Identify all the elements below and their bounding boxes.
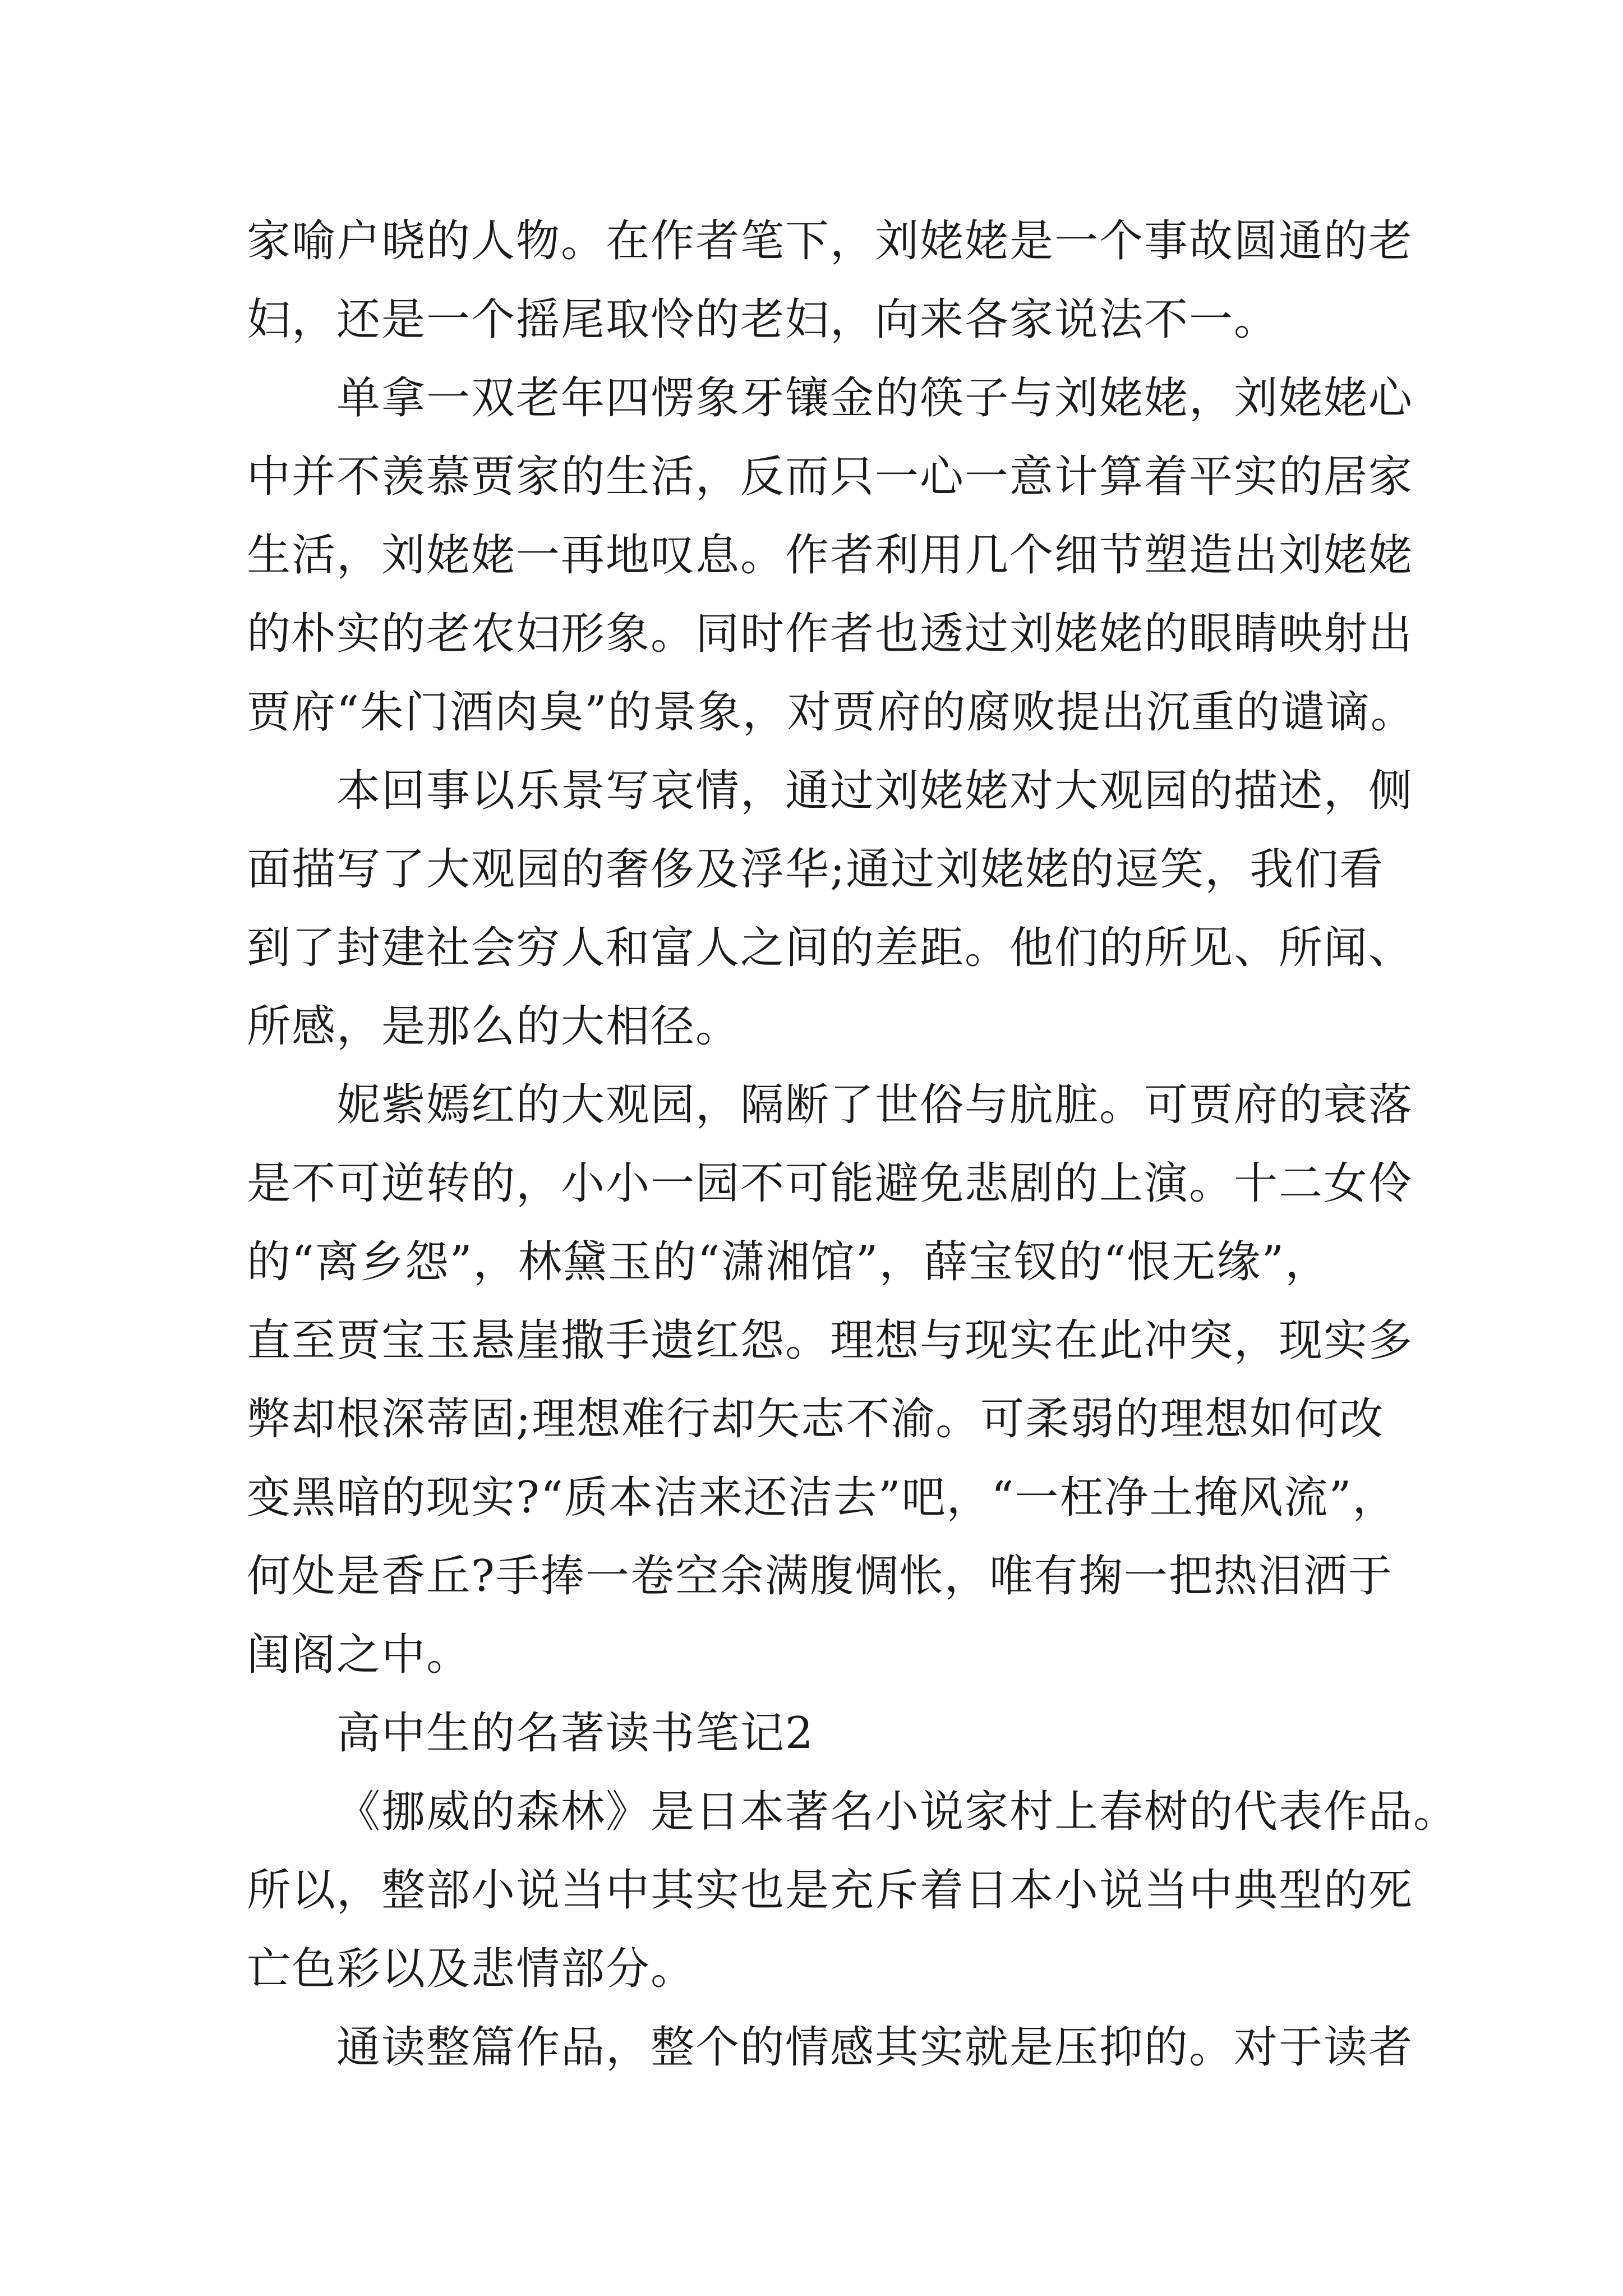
text-line: 贾府“朱门酒肉臭”的景象，对贾府的腐败提出沉重的谴谪。 (247, 687, 1415, 738)
text-line: 妇，还是一个摇尾取怜的老妇，向来各家说法不一。 (247, 295, 1279, 345)
section-heading: 高中生的名著读书笔记2 (336, 1708, 814, 1759)
text-line: 闺阁之中。 (247, 1630, 472, 1680)
paragraph-first-line: 本回事以乐景写哀情，通过刘姥姥对大观园的描述，侧 (336, 766, 1414, 816)
text-line: 生活，刘姥姥一再地叹息。作者利用几个细节塑造出刘姥姥 (247, 530, 1414, 581)
text-line: 所感，是那么的大相径。 (247, 1001, 741, 1052)
text-line: 面描写了大观园的奢侈及浮华;通过刘姥姥的逗笑，我们看 (247, 844, 1385, 895)
text-line: 变黑暗的现实?“质本洁来还洁去”吧，“一枉净土掩风流”， (247, 1473, 1398, 1523)
text-line: 家喻户晓的人物。在作者笔下，刘姥姥是一个事故圆通的老 (247, 216, 1414, 266)
text-line: 何处是香丘?手捧一卷空余满腹惆怅，唯有掬一把热泪洒于 (247, 1551, 1393, 1602)
paragraph-first-line: 《挪威的森林》是日本著名小说家村上春树的代表作品。 (336, 1787, 1459, 1837)
text-line: 的朴实的老农妇形象。同时作者也透过刘姥姥的眼睛映射出 (247, 609, 1414, 659)
paragraph-first-line: 妮紫嫣红的大观园，隔断了世俗与肮脏。可贾府的衰落 (336, 1080, 1414, 1130)
text-line: 到了封建社会穷人和富人之间的差距。他们的所见、所闻、 (247, 923, 1414, 973)
paragraph-first-line: 单拿一双老年四愣象牙镶金的筷子与刘姥姥，刘姥姥心 (336, 373, 1414, 424)
text-line: 直至贾宝玉悬崖撒手遗红怨。理想与现实在此冲突，现实多 (247, 1315, 1414, 1366)
text-line: 是不可逆转的，小小一园不可能避免悲剧的上演。十二女伶 (247, 1158, 1414, 1209)
text-line: 的“离乡怨”，林黛玉的“潇湘馆”，薛宝钗的“恨无缘”， (247, 1237, 1330, 1287)
text-line: 亡色彩以及悲情部分。 (247, 1944, 696, 1994)
paragraph-first-line: 通读整篇作品，整个的情感其实就是压抑的。对于读者 (336, 2022, 1414, 2073)
text-line: 所以，整部小说当中其实也是充斥着日本小说当中典型的死 (247, 1865, 1414, 1916)
text-line: 中并不羡慕贾家的生活，反而只一心一意计算着平实的居家 (247, 452, 1414, 502)
text-line: 弊却根深蒂固;理想难行却矢志不渝。可柔弱的理想如何改 (247, 1394, 1385, 1444)
